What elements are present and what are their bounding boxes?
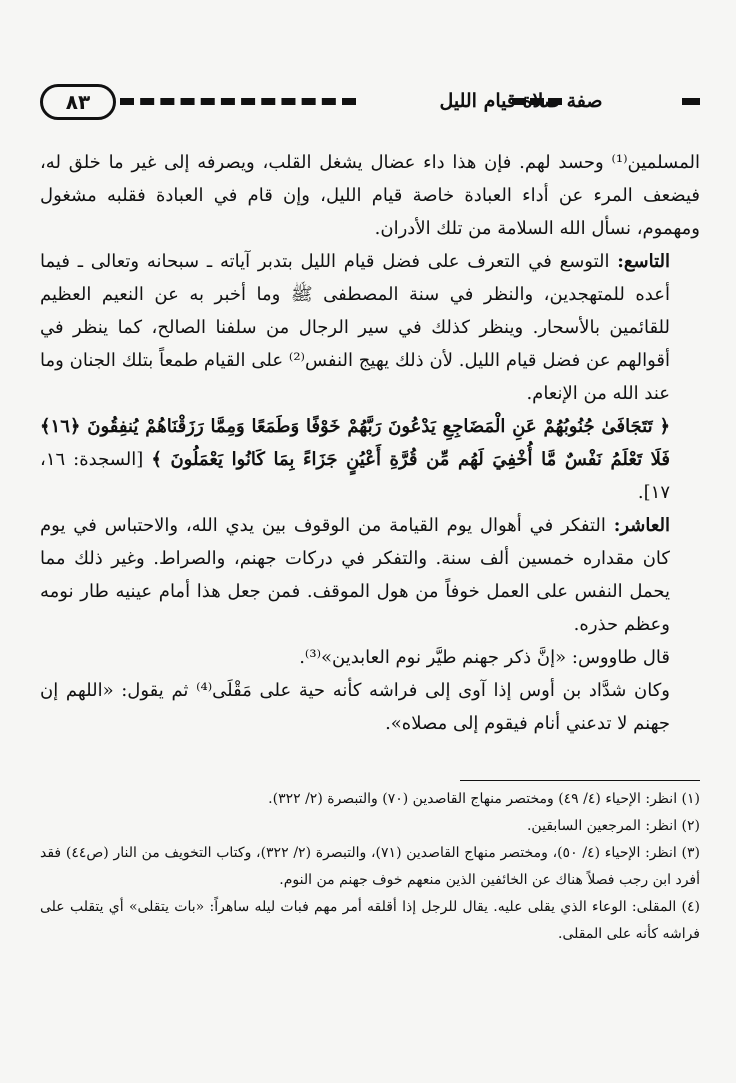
quran-reference: [السجدة: ١٦، ١٧]. <box>40 449 670 503</box>
running-title: صفة صلاة قيام الليل <box>439 90 603 112</box>
main-text <box>40 146 700 740</box>
footnotes <box>40 786 700 948</box>
footnote-1: (١) انظر: الإحياء (٤/ ٤٩) ومختصر منهاج القاصدين (٧٠) والتبصرة (٢/ ٣٢٢). <box>268 791 700 807</box>
page-header <box>40 84 700 124</box>
page-number-badge <box>40 84 116 120</box>
paragraph-10th-lead: العاشر: <box>613 515 670 536</box>
paragraph-1: المسلمين⁽¹⁾ وحسد لهم. فإن هذا داء عضال يشغل القلب، ويصرفه إلى غير ما خلق له، فيضعف المرء عن أداء العبادة خاصة قيام الليل، وإن قام في العبادة فقلبه مشغول ومهموم، نسأل الله السلامة من تلك الأدران. <box>40 152 700 239</box>
footnote-2: (٢) انظر: المرجعين السابقين. <box>526 818 700 834</box>
quran-verse <box>40 410 700 509</box>
paragraph-9th-text: التوسع في التعرف على فضل قيام الليل بتدبر آياته ـ سبحانه وتعالى ـ فيما أعده للمتهجدين، والنظر في سنة المصطفى ﷺ وما أخبر به عن النعيم العظيم للقائمين بالأسحار. وينظر كذلك في سير الرجال من سلفنا الصالح، كما ينظر في أقوالهم عن فضل قيام الليل. لأن ذلك يهيج النفس⁽²⁾ على القيام طمعاً بتلك الجنان وما عند الله من الإنعام. <box>40 251 670 404</box>
quran-verse-text: ﴿ تَتَجَافَىٰ جُنُوبُهُمْ عَنِ الْمَضَاجِعِ يَدْعُونَ رَبَّهُمْ خَوْفًا وَطَمَعًا وَمِمَّا رَزَقْنَاهُمْ يُنفِقُونَ ﴿١٦﴾ فَلَا تَعْلَمُ نَفْسٌ مَّا أُخْفِيَ لَهُم مِّن قُرَّةِ أَعْيُنٍ جَزَاءً بِمَا كَانُوا يَعْمَلُونَ ﴾ <box>40 416 670 470</box>
paragraph-10th-text: التفكر في أهوال يوم القيامة من الوقوف بين يدي الله، والاحتباس في يوم كان مقداره خمسين ألف سنة. والتفكر في دركات جهنم، والصراط. وغير ذلك مما يحمل النفس على العمل خوفاً من هول الموقف. فمن جعل هذا أمام عينيه طار نومه وعظم حذره. <box>40 515 670 635</box>
header-rule-left <box>120 98 356 105</box>
paragraph-10th <box>40 509 700 641</box>
paragraph-shaddad: وكان شدَّاد بن أوس إذا آوى إلى فراشه كأنه حية على مَقْلَى⁽⁴⁾ ثم يقول: «اللهم إن جهنم لا تدعني أنام فيقوم إلى مصلاه». <box>40 680 670 734</box>
footnote-4: (٤) المقلى: الوعاء الذي يقلى عليه. يقال للرجل إذا أقلقه أمر مهم فبات ليله ساهراً: «بات يتقلى» أي يتقلب على فراشه كأنه على المقلى. <box>40 899 700 942</box>
page-number: ٨٣ <box>65 90 91 114</box>
paragraph-tawus-quote: قال طاووس: «إنَّ ذكر جهنم طيَّر نوم العابدين»⁽³⁾. <box>299 647 670 668</box>
header-rule-right <box>682 98 700 105</box>
paragraph-9th-lead: التاسع: <box>617 251 670 272</box>
footnote-3: (٣) انظر: الإحياء (٤/ ٥٠)، ومختصر منهاج القاصدين (٧١)، والتبصرة (٢/ ٣٢٢)، وكتاب التخويف من النار (ص٤٤) فقد أفرد ابن رجب فصلاً هناك عن الخائفين الذين منعهم خوف جهنم من النوم. <box>40 845 700 888</box>
footnote-separator <box>460 780 700 781</box>
paragraph-9th <box>40 245 700 410</box>
